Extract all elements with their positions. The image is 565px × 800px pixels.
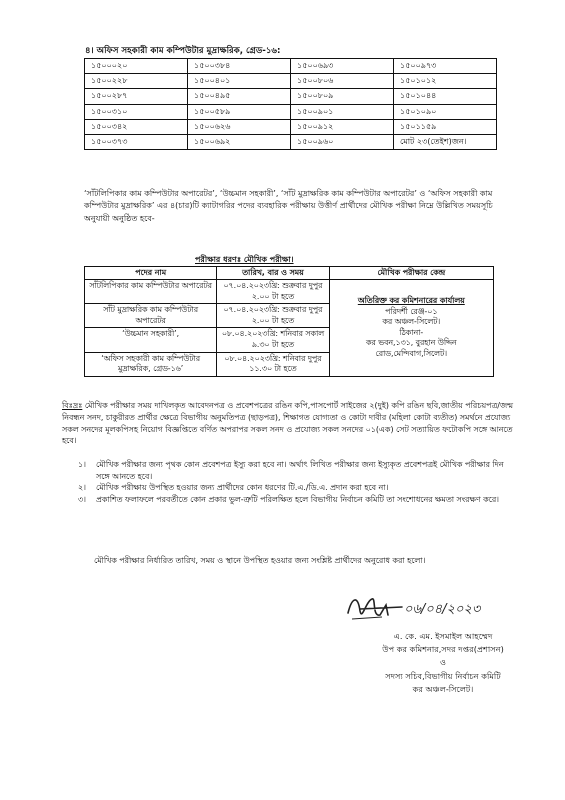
signatory-conjunction: ও <box>439 657 447 668</box>
header-post: পদের নাম <box>85 267 217 280</box>
note-paragraph <box>62 400 517 447</box>
intro-paragraph: ‘সাঁটলিপিকার কাম কম্পিউটার অপারেটর’, ‘উচ্চমান সহকারী’, ‘সাঁট মুদ্রাক্ষরিক কাম কম্পিউটার অপারেটর’ ও ‘অফিস সহকারী কাম কম্পিউটার মুদ্রাক্ষরিক’ এর ৪(চার)টি ক্যাটাগরির পদের ব্যবহারিক পরীক্ষায় উত্তীর্ণ প্রার্থীদের মৌখিক পরীক্ষা নিম্নে উল্লিখিত সময়সূচি অনুযায়ী অনুষ্ঠিত হবে- <box>84 189 493 223</box>
list-item <box>78 482 518 494</box>
venue-line: কর ভবন,১৩১, বুরহান উদ্দিন রোড,মেন্দিবাগ,সিলেট। <box>366 338 457 359</box>
signatory-name: এ. কে. এম. ইসমাইল আহম্মেদ <box>393 631 493 641</box>
post-name: ‘অফিস সহকারী কাম কম্পিউটার মুদ্রাক্ষরিক, গ্রেড-১৬’ <box>85 352 217 376</box>
signatory-designation: উপ কর কমিশনার,সদর দপ্তর(প্রশাসন) <box>382 644 504 655</box>
instruction-list <box>78 459 518 505</box>
roll-number-cell: ১৫০০৪০১ <box>188 74 291 89</box>
header-venue: মৌখিক পরীক্ষার কেন্দ্র <box>329 267 493 280</box>
exam-type-title: পরীক্ষার ধরণঃ মৌখিক পরীক্ষা। <box>195 255 294 264</box>
post-name: সাঁটলিপিকার কাম কম্পিউটার অপারেটর <box>85 280 217 304</box>
header-datetime: তারিখ, বার ও সময় <box>217 267 329 280</box>
roll-number-cell: ১৫০১০৪৪ <box>394 89 497 104</box>
roll-number-cell: ১৫০০৯৬০ <box>291 134 394 149</box>
roll-number-cell: ১৫০০৮০৬ <box>291 74 394 89</box>
exam-datetime: ০৮.০৪.২০২৩খ্রি: শনিবার সকাল ৯.৩০ টা হতে <box>217 328 329 352</box>
roll-number-cell: ১৫০০৯০১ <box>291 104 394 119</box>
list-number: ২। <box>78 483 86 493</box>
list-item <box>78 494 518 506</box>
roll-number-cell: ১৫০০৩১০ <box>85 104 188 119</box>
note-label: বিঃদ্রঃ <box>62 401 83 410</box>
svg-text:০৬/০৪/২০২৩: ০৬/০৪/২০২৩ <box>404 602 481 617</box>
section-4-heading: ৪। অফিস সহকারী কাম কম্পিউটার মুদ্রাক্ষরিক, গ্রেড-১৬: <box>85 46 281 56</box>
list-number: ৩। <box>78 494 86 504</box>
roll-number-cell: ১৫০০৮০৯ <box>291 89 394 104</box>
roll-number-table <box>84 58 497 150</box>
roll-number-cell: মোট ২৩(তেইশ)জন। <box>394 134 497 149</box>
venue-line: পরিদর্শী রেঞ্জ-০১ <box>385 306 438 316</box>
roll-number-cell: ১৫০০০২০ <box>85 59 188 74</box>
roll-number-cell: ১৫০১১৫৯ <box>394 119 497 134</box>
roll-number-cell: ১৫০০৯১২ <box>291 119 394 134</box>
signatory-role: সদস্য সচিব,বিভাগীয় নির্বাচন কমিটি <box>385 670 501 681</box>
list-text: প্রকাশিত ফলাফলে পরবর্তীতে কোন প্রকার ভুল-ত্রুটি পরিলক্ষিত হলে বিভাগীয় নির্বাচন কমিটি তা সংশোধনের ক্ষমতা সংরক্ষণ করে। <box>96 494 500 504</box>
roll-number-cell: ১৫০০৬৯২ <box>188 134 291 149</box>
closing-note: মৌখিক পরীক্ষার নির্ধারিত তারিখ, সময় ও স্থানে উপস্থিত হওয়ার জন্য সংশ্লিষ্ট প্রার্থীদের অনুরোধ করা হলো। <box>94 556 426 565</box>
list-number: ১। <box>78 460 86 469</box>
table-row <box>85 119 497 134</box>
roll-number-cell: ১৫০০২২৮ <box>85 74 188 89</box>
table-row <box>85 59 497 74</box>
exam-datetime: ০৭.০৪.২০২৩খ্রি: শুক্রবার দুপুর ২.০০ টা হতে <box>217 280 329 304</box>
roll-number-cell: ১৫০১০৯০ <box>394 104 497 119</box>
roll-number-cell: ১৫০০৪৯৫ <box>188 89 291 104</box>
venue-title: অতিরিক্ত কর কমিশনারের কার্যালয় <box>357 296 465 306</box>
roll-number-cell: ১৫০০৯৭৩ <box>394 59 497 74</box>
roll-number-cell: ১৫০০২৮৭ <box>85 89 188 104</box>
roll-number-cell: ১৫০০৬৯৩ <box>291 59 394 74</box>
roll-number-cell: ১৫০০৩৮৪ <box>188 59 291 74</box>
venue-cell <box>329 280 493 377</box>
roll-number-cell: ১৫০০৬২৬ <box>188 119 291 134</box>
exam-datetime: ০৮.০৪.২০২৩খ্রি: শনিবার দুপুর ১১.৩০ টা হতে <box>217 352 329 376</box>
schedule-row <box>85 280 494 304</box>
signatory-block <box>358 630 528 696</box>
post-name: ‘উচ্চমান সহকারী’, <box>85 328 217 352</box>
exam-datetime: ০৭.০৪.২০২৩খ্রি: শুক্রবার দুপুর ২.০০ টা হতে <box>217 304 329 328</box>
post-name: সাঁট মুদ্রাক্ষরিক কাম কম্পিউটার অপারেটর <box>85 304 217 328</box>
table-row <box>85 89 497 104</box>
roll-number-cell: ১৫০০৫৮৯ <box>188 104 291 119</box>
handwritten-signature <box>342 591 532 627</box>
table-row <box>85 74 497 89</box>
signatory-office: কর অঞ্চল-সিলেট। <box>412 683 474 694</box>
roll-number-cell: ১৫০১০১২ <box>394 74 497 89</box>
list-text: মৌখিক পরীক্ষার জন্য পৃথক কোন প্রবেশপত্র ইস্যু করা হবে না। অর্থাৎ লিখিত পরীক্ষার জন্য ইস্যুকৃত প্রবেশপত্রই মৌখিক পরীক্ষার দিন সঙ্গে আনতে হবে। <box>96 460 504 481</box>
table-row <box>85 104 497 119</box>
schedule-table <box>84 266 494 377</box>
venue-line: ঠিকানা- <box>399 327 424 337</box>
note-text: মৌখিক পরীক্ষার সময় দাখিলকৃত আবেদনপত্র ও প্রবেশপত্রের রঙিন কপি,পাসপোর্ট সাইজের ২(দুই) কপি রঙিন ছবি,জাতীয় পরিচয়পত্র/জন্ম নিবন্ধন সনদ, চাকুরীরত প্রার্থীর ক্ষেত্রে বিভাগীয় অনুমতিপত্র (ছাড়পত্র), শিক্ষাগত যোগ্যতা ও কোটা দাবীর (মহিলা কোটা ব্যতীত) সমর্থনে প্রযোজ্য সকল সনদের মূলকপিসহ নিয়োগ বিজ্ঞপ্তিতে বর্ণিত অপরাপর সকল সনদ ও প্রযোজ্য সকল সনদের ০১(এক) সেট সত্যায়িত ফটোকপি সঙ্গে আনতে হবে। <box>62 401 513 446</box>
list-item <box>78 459 518 482</box>
table-row <box>85 134 497 149</box>
list-text: মৌখিক পরীক্ষায় উপস্থিত হওয়ার জন্য প্রার্থীদের কোন ধরণের টি.এ./ডি.এ. প্রদান করা হবে না। <box>96 483 389 493</box>
roll-number-cell: ১৫০০৩৭৩ <box>85 134 188 149</box>
venue-line: কর অঞ্চল-সিলেট। <box>382 317 441 327</box>
roll-number-cell: ১৫০০৩৪২ <box>85 119 188 134</box>
